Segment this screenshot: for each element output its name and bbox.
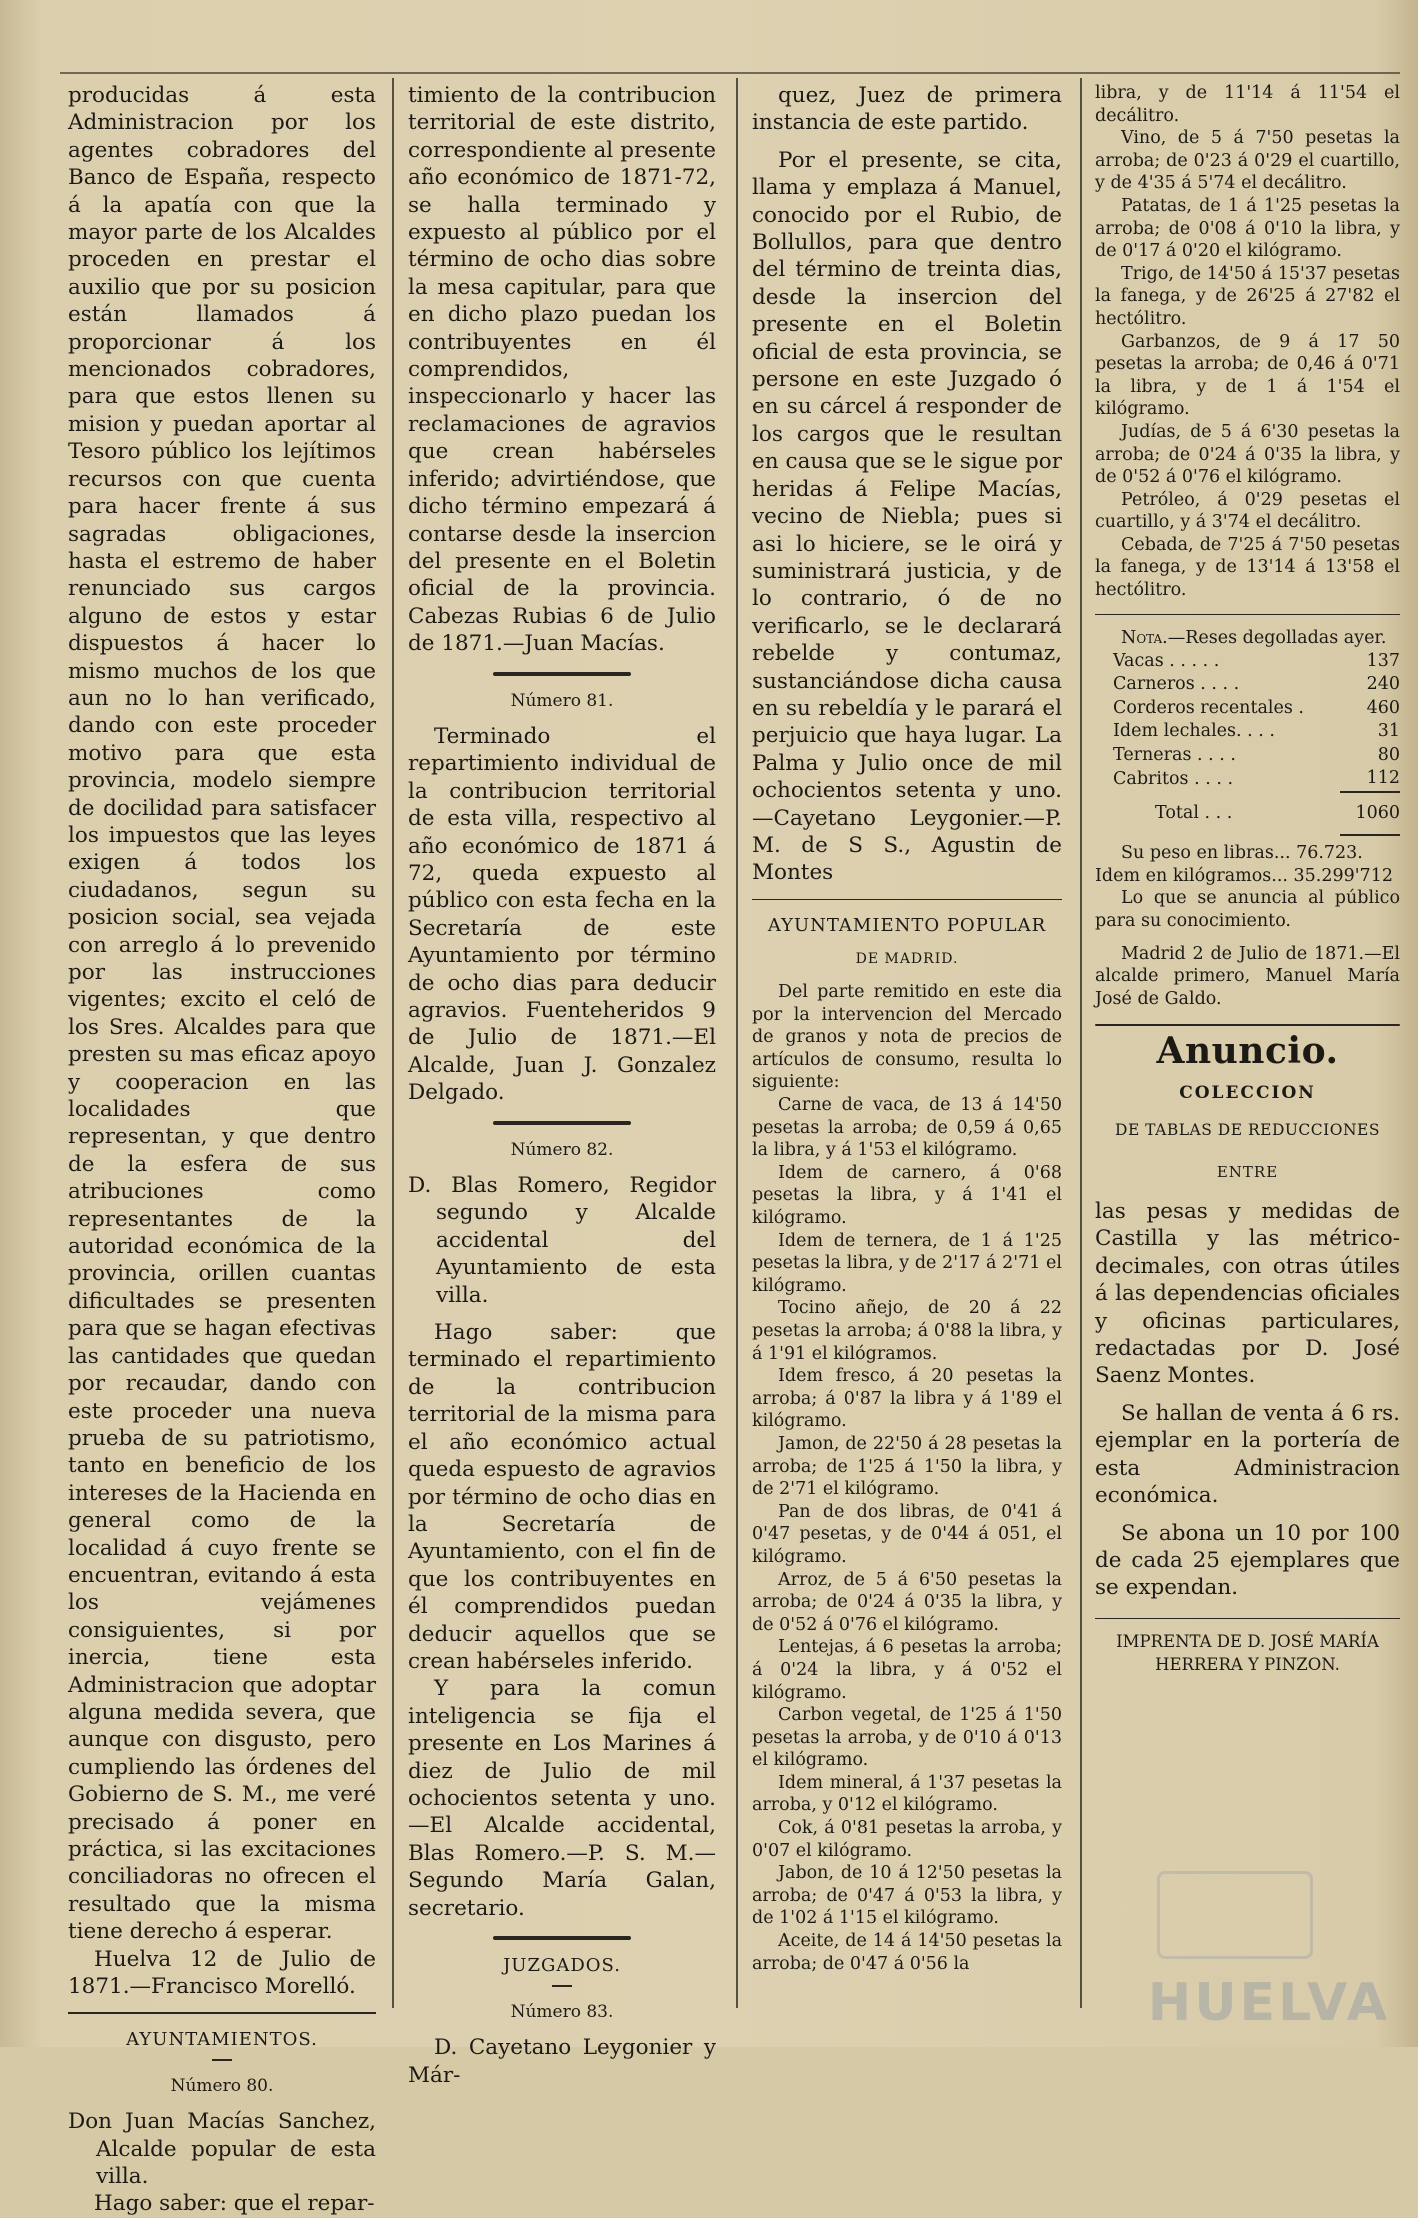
court-summons-text: Por el presente, se cita, llama y emplaza á Manuel, conocido por el Rubio, de Bollullos, para que dentro del término de treinta dias, desde la insercion del presente en el Boletin oficial de esta provincia, se persone en este Juzgado ó en su cárcel á responder de los cargos que le resultan en causa que se le sigue por heridas á Felipe Macías, vecino de Niebla; pues si asi lo hiciere, se le oirá y suministrará justicia, y de lo contrario, ó de no verificarlo, se le declarará rebelde y contumaz, sustanciándose dicha causa en su rebeldía y le parará el perjuicio que haya lugar. La Palma y Julio once de mil ochocientos setenta y uno.—Cayetano Leygonier.—P. M. de S S., Agustin de Montes: [752, 147, 1062, 886]
table-row: [1095, 767, 1400, 792]
column-3: [752, 82, 1062, 1975]
advertisement-heading: Anuncio.: [1156, 1030, 1339, 1073]
nota-label: Nota.: [1121, 628, 1168, 649]
sale-notice: Se hallan de venta á 6 rs. ejemplar en la portería de esta Administracion económica.: [1095, 1400, 1400, 1509]
cell-value: 31: [1377, 721, 1400, 742]
table-row: [1095, 673, 1400, 697]
price-item: Aceite, de 14 á 14'50 pesetas la arroba; de 0'47 á 0'56 la: [752, 1931, 1062, 1974]
price-item: Patatas, de 1 á 1'25 pesetas la arroba; de 0'08 á 0'10 la libra, y de 0'17 á 0'20 el kilógramo.: [1095, 195, 1400, 262]
notice-signature: Huelva 12 de Julio de 1871.—Francisco Morelló.: [68, 1946, 376, 2000]
market-intro: Del parte remitido en este dia por la intervencion del Mercado de granos y nota de precios de artículos de consumo, resulta lo siguiente:: [752, 982, 1062, 1093]
notice-number-83: Número 83.: [510, 2001, 614, 2022]
price-item: Carbon vegetal, de 1'25 á 1'50 pesetas la arroba, y de 0'10 á 0'13 el kilógramo.: [752, 1705, 1062, 1771]
price-item: Jamon, de 22'50 á 28 pesetas la arroba; de 1'25 á 1'50 la libra, y de 2'71 el kilógramo.: [752, 1433, 1062, 1500]
cell-value: 240: [1366, 674, 1400, 695]
price-item: Lentejas, á 6 pesetas la arroba; á 0'24 la libra, y á 0'52 el kilógramo.: [752, 1637, 1062, 1703]
price-item: Tocino añejo, de 20 á 22 pesetas la arroba; á 0'88 la libra, y á 1'91 el kilógramos.: [752, 1298, 1062, 1364]
price-item: Idem fresco, á 20 pesetas la arroba; á 0'87 la libra y á 1'89 el kilógramo.: [752, 1366, 1062, 1432]
madrid-signature: Madrid 2 de Julio de 1871.—El alcalde primero, Manuel María José de Galdo.: [1095, 943, 1400, 1009]
notice-82-title: D. Blas Romero, Regidor segundo y Alcalde accidental del Ayuntamiento de esta villa.: [408, 1173, 716, 1308]
divider: [68, 2012, 376, 2014]
divider: [493, 1936, 632, 1940]
price-item: Trigo, de 14'50 á 15'37 pesetas la fanega, y de 26'25 á 27'82 el hectólitro.: [1095, 263, 1400, 329]
notice-81-text: Terminado el repartimiento individual de la contribucion territorial de esta villa, respectivo al año económico de 1871 á 72, queda expuesto al público con esta fecha en la Secretaría de este Ayuntamiento por término de ocho dias para deducir agravios. Fuenteheridos 9 de Julio de 1871.—El Alcalde, Juan J. Gonzalez Delgado.: [408, 723, 716, 1106]
price-item: Carne de vaca, de 13 á 14'50 pesetas la arroba; de 0,59 á 0,65 la libra, y á 1'53 el kilógramo.: [752, 1095, 1062, 1161]
column-2: [408, 82, 716, 2089]
coleccion-heading: COLECCION: [1179, 1082, 1316, 1103]
top-rule: [60, 72, 1400, 74]
price-item: Idem de ternera, de 1 á 1'25 pesetas la libra, y de 2'17 á 2'71 el kilógramo.: [752, 1230, 1062, 1296]
cell-value: 112: [1366, 768, 1400, 789]
notice-82-closing: Y para la comun inteligencia se fija el presente en Los Marines á diez de Julio de mil ochocientos setenta y uno.—El Alcalde accidental, Blas Romero.—P. S. M.—Segundo María Galan, secretario.: [408, 1676, 716, 1921]
cell-value: 460: [1366, 697, 1400, 718]
price-item: Cebada, de 7'25 á 7'50 pesetas la fanega, y de 13'14 á 13'58 el hectólitro.: [1095, 534, 1400, 601]
table-row: [1095, 792, 1400, 836]
column-divider: [1080, 78, 1082, 2008]
printer-imprint: IMPRENTA DE D. JOSÉ MARÍA HERRERA Y PINZON.: [1116, 1632, 1379, 1674]
divider: [752, 899, 1062, 901]
price-item: Idem de carnero, á 0'68 pesetas la libra, y á 1'41 el kilógramo.: [752, 1162, 1062, 1229]
weight-pounds: Su peso en libras... 76.723.: [1121, 843, 1363, 864]
notice-83-start: D. Cayetano Leygonier y Már-: [408, 2035, 716, 2088]
weight-kilograms: Idem en kilógramos... 35.299'712: [1095, 865, 1393, 886]
price-item: Judías, de 5 á 6'30 pesetas la arroba; de 0'24 á 0'35 la libra, y de 0'52 á 0'76 el kilógramo.: [1095, 421, 1400, 488]
tablas-subheading: DE TABLAS DE REDUCCIONES: [1115, 1121, 1380, 1140]
price-item: Idem mineral, á 1'37 pesetas la arroba, y 0'12 el kilógramo.: [752, 1772, 1062, 1816]
cell-name: Idem lechales. . . .: [1113, 721, 1275, 742]
divider: [212, 2059, 232, 2061]
notice-number-81: Número 81.: [510, 690, 614, 711]
book-description: las pesas y medidas de Castilla y las métrico-decimales, con otras útiles á las dependencias oficiales y oficinas particulares, redactadas por D. José Saenz Montes.: [1095, 1199, 1400, 1389]
slaughter-table: [1095, 650, 1400, 837]
price-item: Pan de dos libras, de 0'41 á 0'47 pesetas, y de 0'44 á 051, el kilógramo.: [752, 1501, 1062, 1567]
archive-emblem: [1157, 1871, 1313, 1959]
notice-80-title: Don Juan Macías Sanchez, Alcalde popular de esta villa.: [68, 2109, 376, 2190]
column-divider: [392, 78, 394, 2008]
divider: [493, 672, 632, 676]
nota-heading: [1095, 627, 1400, 650]
table-row: [1095, 697, 1400, 721]
section-subheading-madrid: DE MADRID.: [855, 950, 959, 967]
cell-value: 137: [1366, 650, 1400, 671]
table-row: [1095, 744, 1400, 768]
notice-83-title-end: quez, Juez de primera instancia de este partido.: [752, 83, 1062, 136]
divider: [1095, 614, 1400, 616]
table-row: [1095, 720, 1400, 744]
cell-name: Corderos recentales .: [1113, 697, 1304, 718]
cell-name: Vacas . . . . .: [1113, 650, 1220, 671]
divider: [1095, 1618, 1400, 1620]
total-value: 1060: [1340, 792, 1400, 836]
price-item: Petróleo, á 0'29 pesetas el cuartillo, y á 3'74 el decálitro.: [1095, 489, 1400, 533]
section-heading-ayuntamientos: AYUNTAMIENTOS.: [126, 2028, 318, 2050]
price-item: libra, y de 11'14 á 11'54 el decálitro.: [1095, 83, 1400, 126]
announcement-line: Lo que se anuncia al público para su conocimiento.: [1095, 888, 1400, 932]
notice-number-82: Número 82.: [510, 1139, 614, 1160]
divider: [1095, 1024, 1400, 1026]
entre-label: ENTRE: [1216, 1162, 1279, 1181]
table-row: [1095, 650, 1400, 674]
section-heading-juzgados: JUZGADOS.: [503, 1955, 621, 1976]
administration-notice: producidas á esta Administracion por los agentes cobradores del Banco de España, respecto á la apatía con que la mayor parte de los Alcaldes proceden en prestar el auxilio que por su posicion están llamados á proporcionar á los mencionados cobradores, para que estos llenen su mision y puedan aportar al Tesoro público los lejítimos recursos con que cuenta para hacer frente á sus sagradas obligaciones, hasta el estremo de haber renunciado sus cargos alguno de estos y estar dispuestos á hacer lo mismo muchos de los que aun no lo han verificado, dando con este proceder motivo para que esta provincia, modelo siempre de docilidad para satisfacer los impuestos que las leyes exigen á todos los ciudadanos, segun su posicion social, sea vejada con arreglo á lo prevenido por las instrucciones vigentes; excito el celó de los Sres. Alcaldes para que presten su mas eficaz apoyo y cooperacion en las localidades que representan, y que dentro de la esfera de sus atribuciones como representantes de la autoridad económica de la provincia, orillen cuantas dificultades se presenten para que se hagan efectivas las cantidades que quedan por recaudar, dando con este proceder una nueva prueba de su patriotismo, tanto en beneficio de los intereses de la Hacienda en general como de la localidad á cuyo frente se encuentran, evitando á esta los vejámenes consiguientes, si por inercia, tiene esta Administracion que adoptar alguna medida severa, que aunque con disgusto, pero cumpliendo las órdenes del Gobierno de S. M., me veré precisado á poner en práctica, si las excitaciones conciliadoras no ofrecen el resultado que la misma tiene derecho á esperar.: [68, 83, 376, 1945]
cell-name: Terneras . . . .: [1113, 744, 1236, 765]
divider: [493, 1121, 632, 1125]
price-item: Cok, á 0'81 pesetas la arroba, y 0'07 el kilógramo.: [752, 1818, 1062, 1861]
archive-watermark: HUELVA: [1147, 1973, 1390, 2033]
column-divider: [736, 78, 738, 2008]
cell-name: Carneros . . . .: [1113, 674, 1240, 695]
cell-name: Cabritos . . . .: [1113, 768, 1234, 789]
notice-82-text: Hago saber: que terminado el repartimiento de la contribucion territorial de la misma para el año económico actual queda espuesto de agravios por término de ocho dias en la Secretaría de Ayuntamiento, con el fin de que los contribuyentes en él comprendidos puedan deducir aquellos que se crean habérseles inferido.: [408, 1320, 716, 1674]
column-4: [1095, 82, 1400, 1676]
cell-value: 80: [1377, 744, 1400, 765]
price-item: Jabon, de 10 á 12'50 pesetas la arroba; de 0'47 á 0'53 la libra, y de 1'02 á 1'15 el kilógramo.: [752, 1863, 1062, 1929]
nota-text: —Reses degolladas ayer.: [1167, 628, 1387, 649]
total-label: Total . . .: [1155, 802, 1233, 823]
column-1: [68, 82, 376, 2218]
discount-notice: Se abona un 10 por 100 de cada 25 ejemplares que se expendan.: [1095, 1520, 1400, 1601]
notice-80-text-start: Hago saber: que el repar-: [94, 2191, 375, 2217]
price-item: Arroz, de 5 á 6'50 pesetas la arroba; de 0'24 á 0'35 la libra, y de 0'52 á 0'76 el kilógramo.: [752, 1569, 1062, 1635]
notice-80-text: timiento de la contribucion territorial de este distrito, correspondiente al presente año económico de 1871-72, se halla terminado y expuesto al público por el término de ocho dias sobre la mesa capitular, para que en dicho plazo puedan los contribuyentes en él comprendidos, inspeccionarlo y hacer las reclamaciones de agravios que crean habérseles inferido; advirtiéndose, que dicho término empezará á contarse desde la insercion del presente en el Boletin oficial de la provincia. Cabezas Rubias 6 de Julio de 1871.—Juan Macías.: [408, 83, 716, 657]
price-item: Garbanzos, de 9 á 17 50 pesetas la arroba; de 0,46 á 0'71 la libra, y de 1 á 1'54 el kilógramo.: [1095, 331, 1400, 420]
divider: [552, 1985, 572, 1987]
section-heading-ayuntamiento-popular: AYUNTAMIENTO POPULAR: [767, 915, 1047, 937]
notice-number-80: Número 80.: [170, 2075, 274, 2096]
price-item: Vino, de 5 á 7'50 pesetas la arroba; de 0'23 á 0'29 el cuartillo, y de 4'35 á 5'74 el decálitro.: [1095, 128, 1400, 194]
